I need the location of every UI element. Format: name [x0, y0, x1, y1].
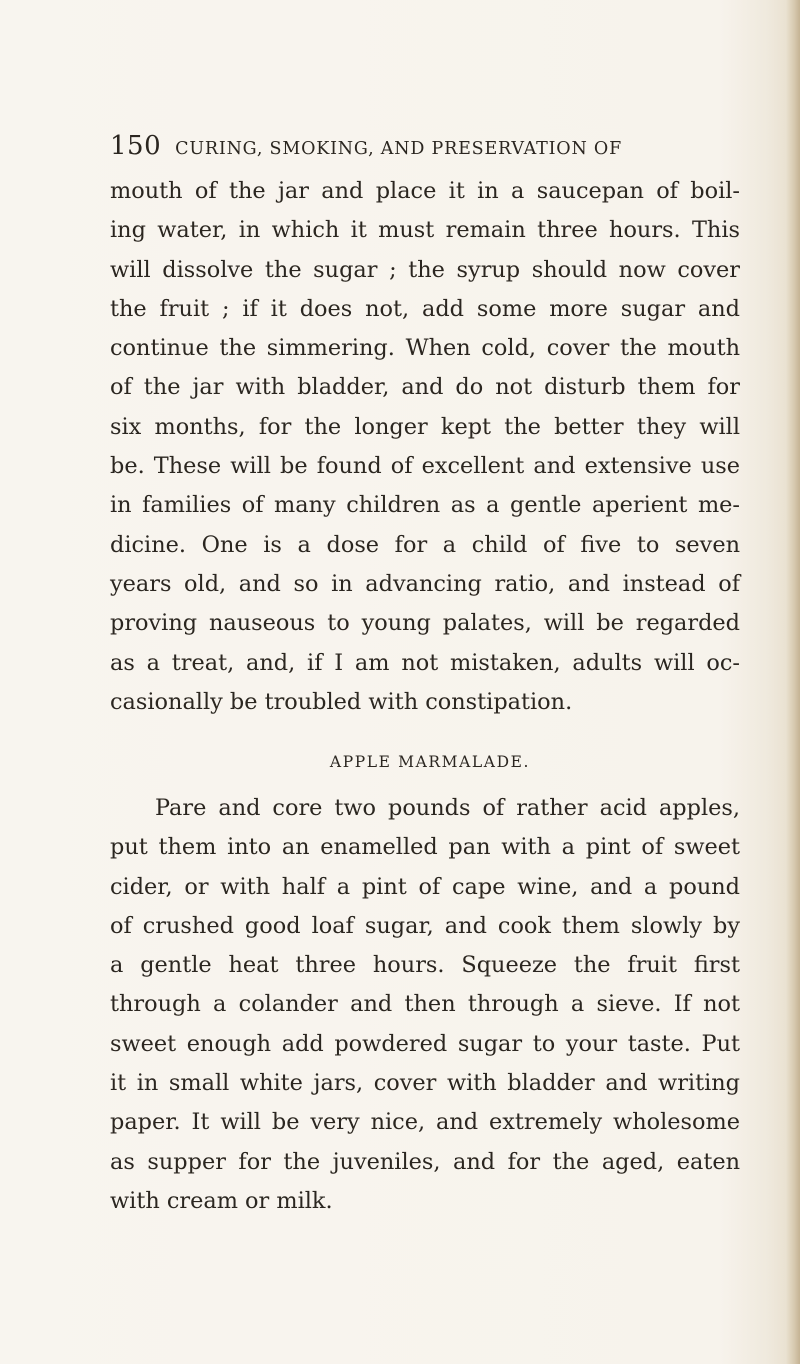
text-line: proving nauseous to young palates, will be regarded: [110, 610, 740, 637]
text-line: ing water, in which it must remain three hours. This: [110, 217, 740, 244]
text-line: in families of many children as a gentle aperient me-: [110, 492, 740, 519]
text-line: as a treat, and, if I am not mistaken, adults will oc-: [110, 649, 740, 676]
text-line: dicine. One is a dose for a child of five to seven: [110, 531, 740, 558]
text-line: of crushed good loaf sugar, and cook them slowly by: [110, 912, 740, 939]
text-line: mouth of the jar and place it in a saucepan of boil-: [110, 178, 740, 204]
text-line: six months, for the longer kept the better they will: [110, 413, 740, 440]
text-line: continue the simmering. When cold, cover the mouth: [110, 335, 740, 362]
running-head: [110, 131, 730, 161]
text-line: years old, and so in advancing ratio, and instead of: [110, 570, 740, 597]
page-edge-shadow: [786, 0, 800, 1364]
text-line: through a colander and then through a sieve. If not: [110, 991, 740, 1018]
text-line: the fruit ; if it does not, add some more sugar and: [110, 295, 740, 322]
text-line: paper. It will be very nice, and extremely wholesome: [110, 1109, 740, 1136]
text-line: be. These will be found of excellent and extensive use: [110, 453, 740, 480]
text-line: a gentle heat three hours. Squeeze the fruit first: [110, 952, 740, 979]
paragraph-apple-marmalade: [110, 789, 740, 1221]
running-title: CURING, SMOKING, AND PRESERVATION OF: [175, 139, 623, 159]
text-line: with cream or milk.: [110, 1187, 333, 1214]
text-line: put them into an enamelled pan with a pint of sweet: [110, 834, 740, 861]
section-heading: APPLE MARMALADE.: [329, 753, 531, 771]
paragraph-continuation: [110, 172, 740, 722]
text-line: of the jar with bladder, and do not disturb them for: [110, 374, 740, 401]
text-line: it in small white jars, cover with bladder and writing: [110, 1070, 740, 1097]
text-line: casionally be troubled with constipation.: [110, 688, 573, 715]
page-number: 150: [110, 131, 162, 161]
text-line: cider, or with half a pint of cape wine, and a pound: [110, 873, 740, 900]
text-line: sweet enough add powdered sugar to your taste. Put: [110, 1030, 740, 1057]
text-line: as supper for the juveniles, and for the aged, eaten: [110, 1148, 740, 1175]
text-line: Pare and core two pounds of rather acid apples,: [155, 795, 740, 821]
text-line: will dissolve the sugar ; the syrup should now cover: [110, 256, 740, 283]
